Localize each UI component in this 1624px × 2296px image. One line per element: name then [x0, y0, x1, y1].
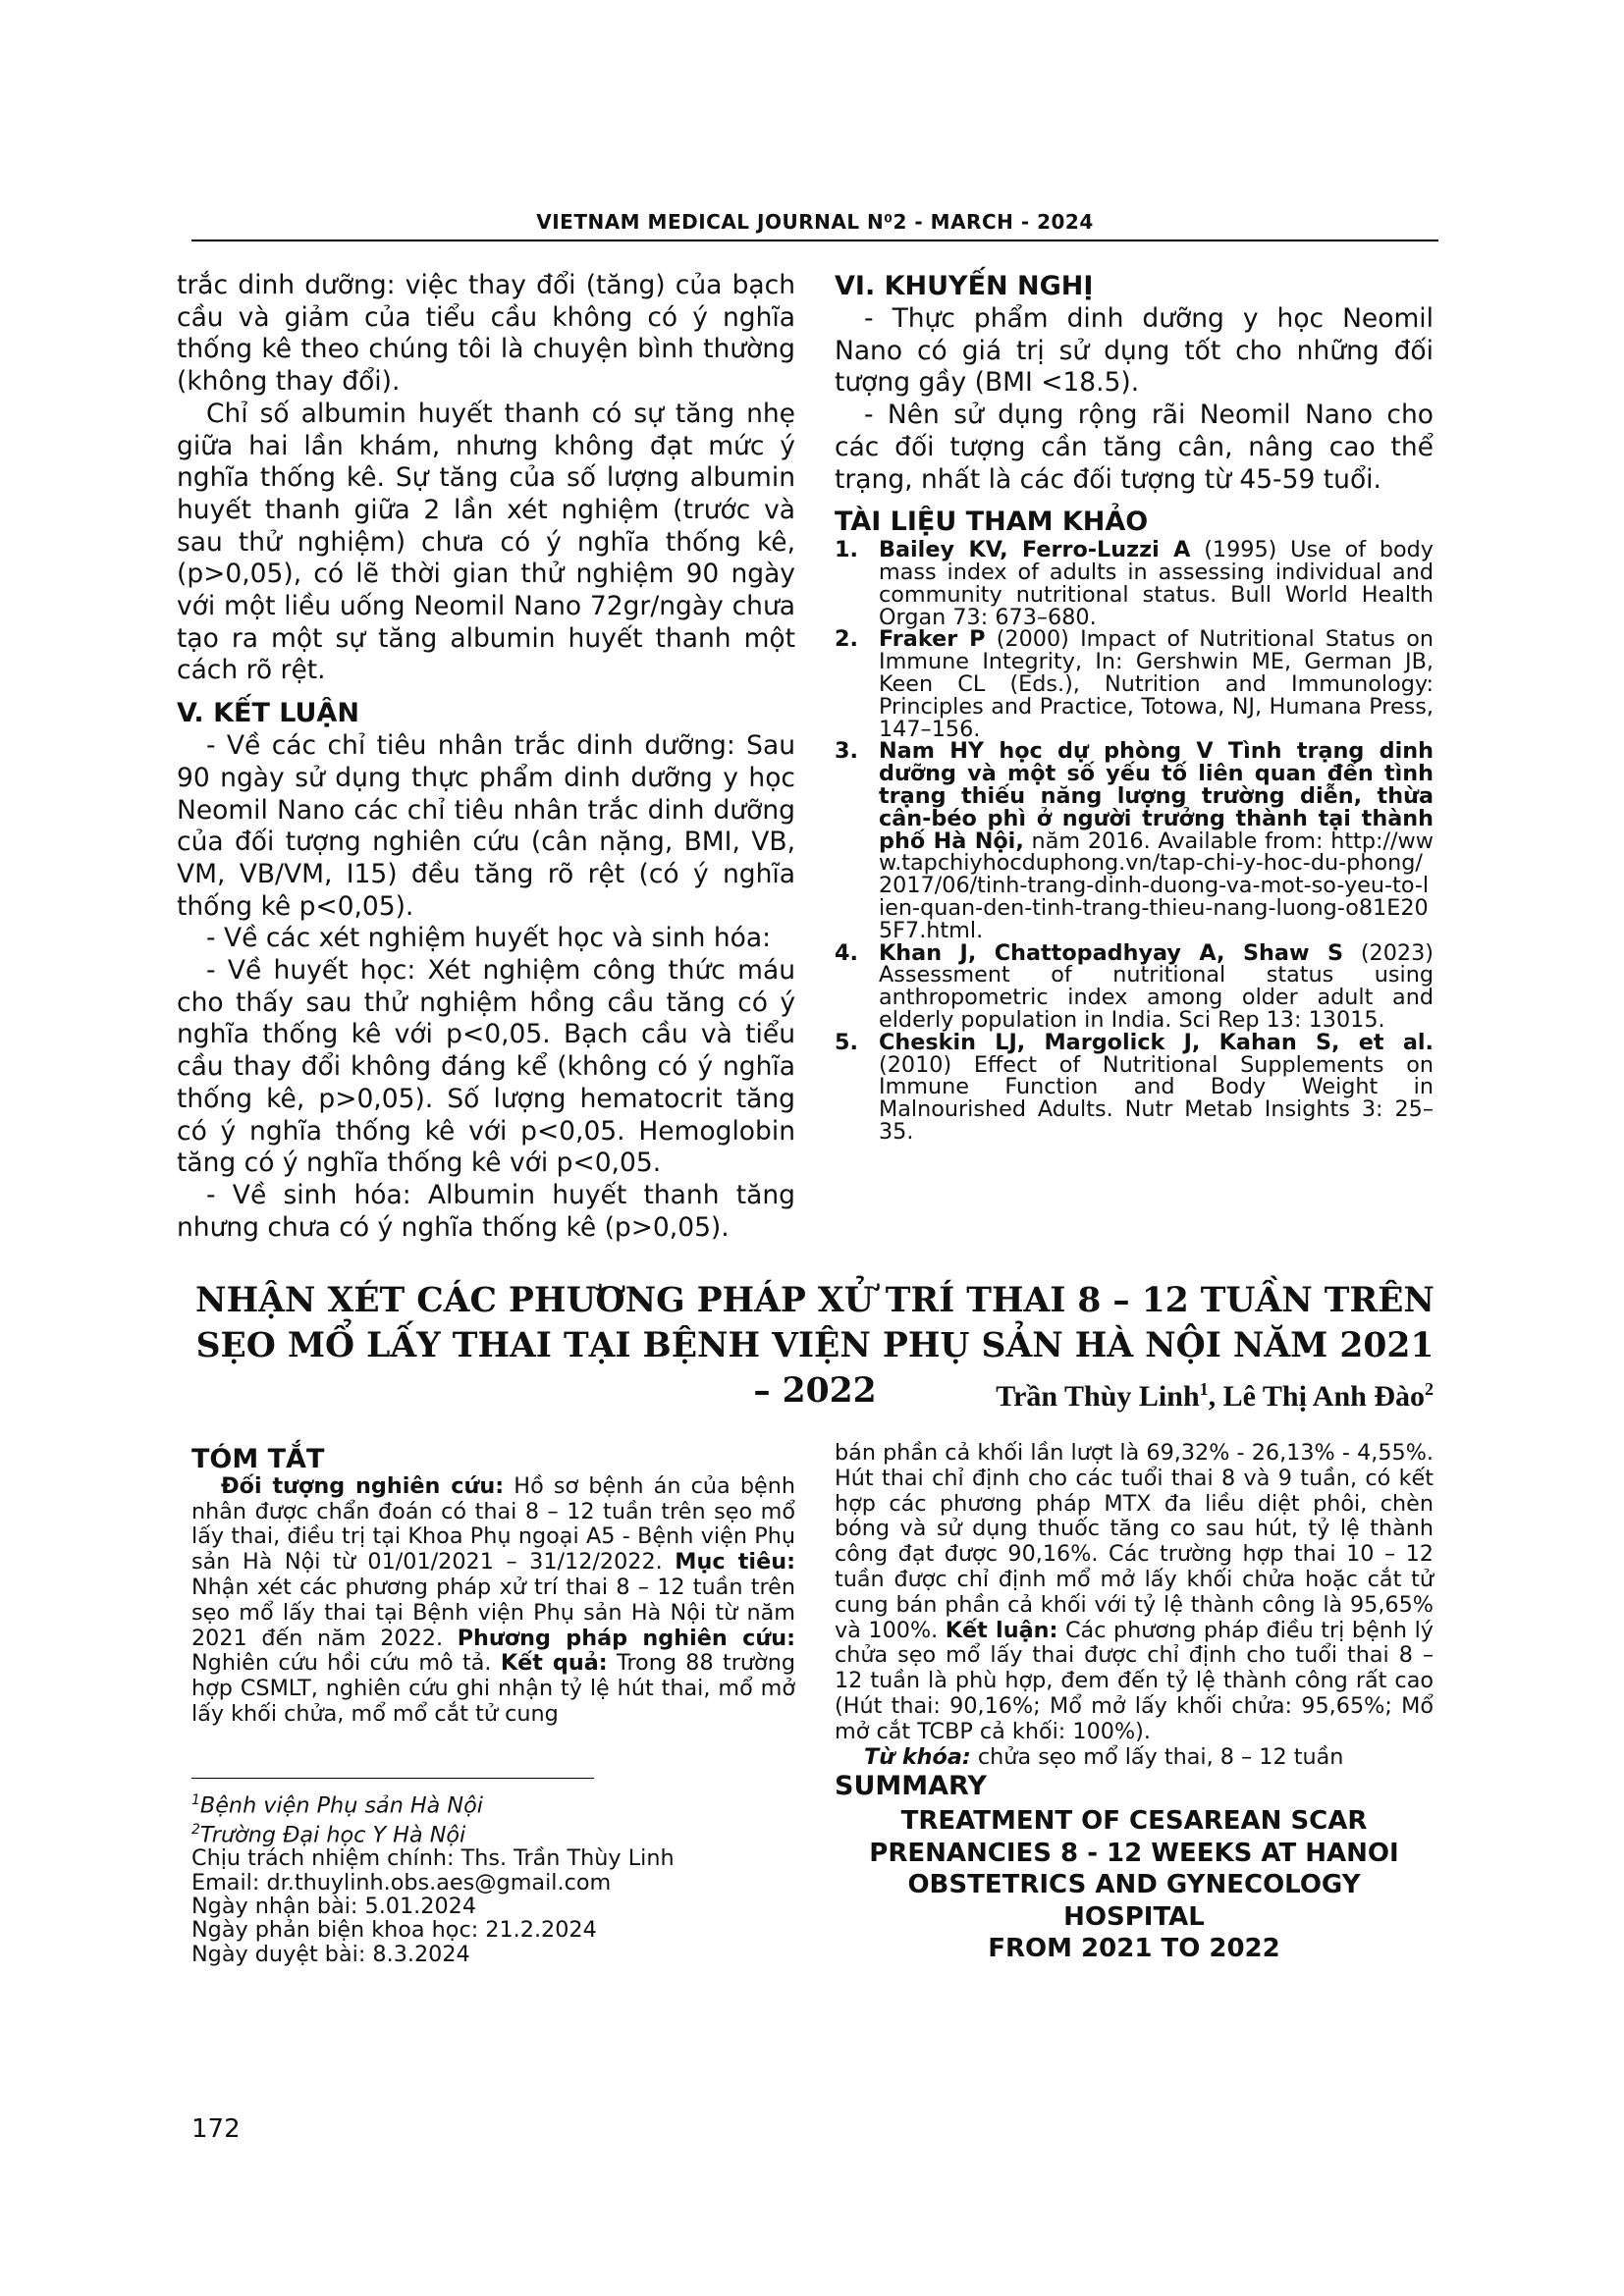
running-head: VIETNAM MEDICAL JOURNAL N⁰2 - MARCH - 2024 [536, 210, 1094, 234]
left-column [177, 270, 795, 1244]
label-results: Kết quả: [500, 1650, 608, 1677]
paragraph: - Về sinh hóa: Albumin huyết thanh tăng nhưng chưa có ý nghĩa thống kê (p>0,05). [177, 1179, 795, 1243]
footnote-affiliation [191, 1818, 795, 1847]
reference-item [835, 1029, 1434, 1145]
reference-number: 1. [835, 537, 858, 563]
english-title-line: FROM 2021 TO 2022 [988, 1934, 1280, 1964]
abstract-results-text: Trong 88 trường hợp CSMLT, nghiên cứu ghi nhận tỷ lệ hút thai, mổ mở lấy khối chửa, mổ mổ cắt tử cung [191, 1650, 795, 1727]
reference-item [835, 539, 1434, 628]
label-objective: Mục tiêu: [675, 1549, 795, 1575]
section-heading-references: TÀI LIỆU THAM KHẢO [835, 507, 1149, 538]
abstract-conclusion-text: Các phương pháp điều trị bệnh lý chửa sẹo mổ lấy thai được chỉ định cho tuổi thai 8 – 12 tuần là phù hợp, đem đến tỷ lệ thành công rất cao (Hút thai: 90,16%; Mổ mở lấy khối chửa: 95,65%; Mổ mở cắt TCBP cả khối: 100%). [835, 1617, 1434, 1744]
header-rule [191, 240, 1438, 241]
abstract-heading: TÓM TẮT [191, 1444, 325, 1474]
reference-authors: Khan J, Chattopadhyay A, Shaw S [879, 939, 1344, 966]
abstract-results-text: bán phần cả khối lần lượt là 69,32% - 26,13% - 4,55%. Hút thai chỉ định cho các tuổi thai 8 và 9 tuần, có kết hợp các phương pháp MTX đa liều diệt phôi, chèn bóng và sử dụng thuốc tăng co sau hút, tỷ lệ thành công đạt được 90,16%. Các trường hợp thai 10 – 12 tuần được chỉ định mổ mở lấy khối chửa hoặc cắt tử cung bán phần cả khối với tỷ lệ thành công là 95,65% và 100%. [835, 1440, 1434, 1643]
author-separator: , [1208, 1380, 1223, 1413]
article-title-line: NHẬN XÉT CÁC PHƯƠNG PHÁP XỬ TRÍ THAI 8 – 12 TUẦN TRÊN [195, 1281, 1435, 1320]
footnote-mark: 2 [191, 1821, 200, 1838]
paragraph: - Về các xét nghiệm huyết học và sinh hóa: [206, 923, 772, 954]
footnote-text: Trường Đại học Y Hà Nội [199, 1822, 466, 1848]
paragraph: Chỉ số albumin huyết thanh có sự tăng nhẹ giữa hai lần khám, nhưng không đạt mức ý nghĩa thống kê. Sự tăng của số lượng albumin huyết thanh giữa 2 lần xét nghiệm (trước và sau thử nghiệm) chưa có ý nghĩa thống kê, (p>0,05), có lẽ thời gian thử nghiệm 90 ngày với một liều uống Neomil Nano 72gr/ngày chưa tạo ra một sự tăng albumin huyết thanh một cách rõ rệt. [177, 398, 795, 686]
reference-text: (2010) Effect of Nutritional Supplements on Immune Function and Body Weight in Malnourished Adults. Nutr Metab Insights 3: 25–35. [879, 1051, 1434, 1145]
footnote-mark: 1 [191, 1792, 200, 1808]
english-title-line: PRENANCIES 8 - 12 WEEKS AT HANOI [869, 1838, 1399, 1868]
keywords-text: chửa sẹo mổ lấy thai, 8 – 12 tuần [970, 1743, 1344, 1770]
author-affiliation-mark: 1 [1199, 1379, 1209, 1399]
reference-number: 3. [835, 738, 858, 765]
author-affiliation-mark: 2 [1425, 1379, 1434, 1399]
author-name: Lê Thị Anh Đào [1222, 1380, 1425, 1413]
reference-text: (1995) Use of body mass index of adults in assessing individual and community nutritional status. Bull World Health Organ 73: 673–680. [879, 537, 1434, 630]
abstract-left-column [191, 1441, 795, 1728]
abstract-method-text: Nghiên cứu hồi cứu mô tả. [191, 1650, 501, 1677]
article-authors [687, 1379, 1434, 1414]
section-heading-conclusion: V. KẾT LUẬN [177, 698, 359, 729]
english-title-line: TREATMENT OF CESAREAN SCAR [900, 1806, 1368, 1837]
reference-authors: Nam HY học dự phòng V Tình trạng dinh dưỡng và một số yếu tố liên quan đến tình trạng thiếu năng lượng trường diễn, thừa cân-béo phì ở người trưởng thành tại thành phố Hà Nội, [879, 738, 1434, 854]
footnote-rule [191, 1778, 594, 1779]
reference-authors: Fraker P [879, 626, 986, 653]
article-title-line: SẸO MỔ LẤY THAI TẠI BỆNH VIỆN PHỤ SẢN HÀ NỘI NĂM 2021 – 2022 [195, 1326, 1435, 1411]
label-conclusion: Kết luận: [945, 1617, 1058, 1643]
paragraph: - Về huyết học: Xét nghiệm công thức máu cho thấy sau thử nghiệm hồng cầu tăng có ý nghĩa thống kê với p<0,05. Bạch cầu và tiểu cầu thay đổi không đáng kể (không có ý nghĩa thống kê, p>0,05). Số lượng hematocrit tăng có ý nghĩa thống kê với p<0,05. Hemoglobin tăng có ý nghĩa thống kê với p<0,05. [177, 955, 795, 1179]
reference-item [835, 939, 1434, 1033]
reference-number: 4. [835, 939, 858, 966]
abstract-text [191, 1474, 795, 1728]
footnotes [191, 1789, 795, 1966]
reference-text: năm 2016. Available from: http://www.tapchiyhocduphong.vn/tap-chi-y-hoc-du-phong/2017/06/tinh-trang-dinh-duong-va-mot-so-yeu-to-lien-quan-den-tinh-trang-thieu-nang-luong-o81E205F7.html. [879, 828, 1435, 943]
reference-text: (2000) Impact of Nutritional Status on Immune Integrity, In: Gershwin ME, German JB, Keen CL (Eds.), Nutrition and Immunology: Principles and Practice, Totowa, NJ, Humana Press, 147–156. [879, 626, 1434, 742]
abstract-subjects-text: Hồ sơ bệnh án của bệnh nhân được chẩn đoán có thai 8 – 12 tuần trên sẹo mổ lấy thai, điều trị tại Khoa Phụ ngoại A5 - Bệnh viện Phụ sản Hà Nội từ 01/01/2021 – 31/12/2022. [191, 1472, 795, 1575]
footnote-responsible: Chịu trách nhiệm chính: Ths. Trần Thùy Linh [191, 1845, 675, 1872]
english-title-line: OBSTETRICS AND GYNECOLOGY HOSPITAL [907, 1870, 1361, 1932]
section-heading-recommendations: VI. KHUYẾN NGHỊ [835, 271, 1094, 301]
reference-item [835, 740, 1434, 941]
right-column [835, 270, 1434, 1144]
summary-heading: SUMMARY [835, 1771, 987, 1802]
footnote-email: Email: dr.thuylinh.obs.aes@gmail.com [191, 1869, 612, 1896]
label-subjects: Đối tượng nghiên cứu: [221, 1472, 505, 1499]
paragraph: trắc dinh dưỡng: việc thay đổi (tăng) của bạch cầu và giảm của tiểu cầu không có ý nghĩa thống kê theo chúng tôi là chuyện bình thường (không thay đổi). [177, 270, 795, 398]
footnote-affiliation [191, 1789, 795, 1818]
paragraph: - Thực phẩm dinh dưỡng y học Neomil Nano có giá trị sử dụng tốt cho những đối tượng gầy (BMI <18.5). [835, 303, 1434, 399]
author-name: Trần Thùy Linh [996, 1380, 1200, 1413]
footnote-received: Ngày nhận bài: 5.01.2024 [191, 1894, 477, 1920]
footnote-text: Bệnh viện Phụ sản Hà Nội [199, 1792, 483, 1819]
reference-list [835, 539, 1434, 1144]
reference-number: 2. [835, 626, 858, 653]
abstract-right-column [835, 1441, 1434, 1965]
reference-authors: Cheskin LJ, Margolick J, Kahan S, et al. [879, 1029, 1434, 1055]
paragraph: - Về các chỉ tiêu nhân trắc dinh dưỡng: Sau 90 ngày sử dụng thực phẩm dinh dưỡng y học Neomil Nano các chỉ tiêu nhân trắc dinh dưỡng của đối tượng nghiên cứu (cân nặng, BMI, VB, VM, VB/VM, I15) đều tăng rõ rệt (có ý nghĩa thống kê p<0,05). [177, 730, 795, 922]
abstract-objective-text: Nhận xét các phương pháp xử trí thai 8 – 12 tuần trên sẹo mổ lấy thai tại Bệnh viện Phụ sản Hà Nội từ năm 2021 đến năm 2022. [191, 1574, 795, 1651]
reference-number: 5. [835, 1029, 858, 1055]
keywords [835, 1745, 1434, 1771]
english-title [835, 1805, 1434, 1965]
reference-item [835, 628, 1434, 740]
footnote-approved: Ngày duyệt bài: 8.3.2024 [191, 1941, 470, 1967]
label-keywords: Từ khóa: [864, 1743, 971, 1770]
reference-text: (2023) Assessment of nutritional status using anthropometric index among older adult and elderly population in India. Sci Rep 13: 13015. [879, 939, 1434, 1033]
label-method: Phương pháp nghiên cứu: [457, 1625, 795, 1651]
reference-authors: Bailey KV, Ferro-Luzzi A [879, 537, 1191, 563]
paragraph: - Nên sử dụng rộng rãi Neomil Nano cho các đối tượng cần tăng cân, nâng cao thể trạng, nhất là các đối tượng từ 45-59 tuổi. [835, 400, 1434, 495]
page-number: 172 [191, 2114, 241, 2144]
abstract-text [835, 1441, 1434, 1745]
footnote-reviewed: Ngày phản biện khoa học: 21.2.2024 [191, 1917, 597, 1944]
